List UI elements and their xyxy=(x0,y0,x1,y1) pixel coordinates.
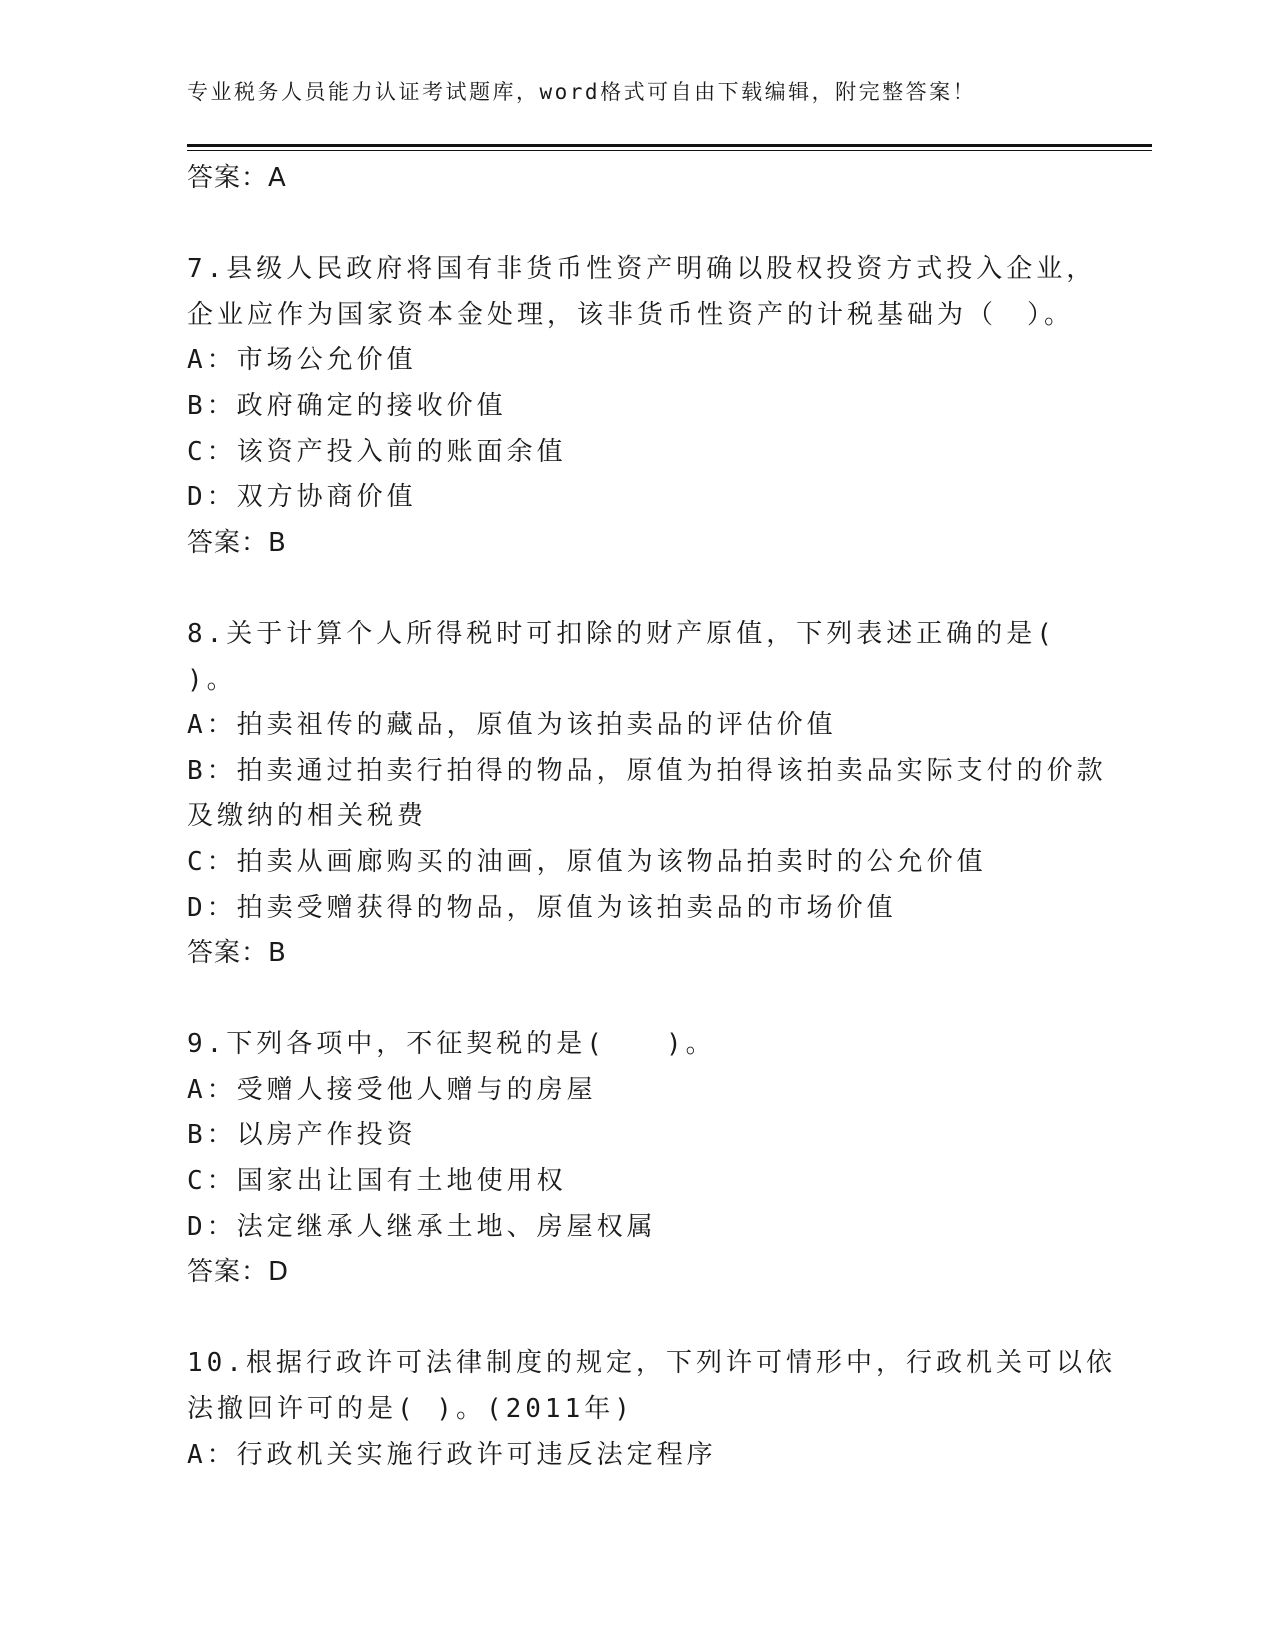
question-stem: )。 xyxy=(187,664,237,695)
question-stem: 8.关于计算个人所得税时可扣除的财产原值，下列表述正确的是( xyxy=(187,618,1056,649)
question-stem: 10.根据行政许可法律制度的规定，下列许可情形中，行政机关可以依 xyxy=(187,1348,1116,1379)
option-b: B：以房产作投资 xyxy=(187,1120,417,1151)
option-a: A：行政机关实施行政许可违反法定程序 xyxy=(187,1439,717,1470)
question-stem: 企业应作为国家资本金处理，该非货币性资产的计税基础为（ ）。 xyxy=(187,299,1075,330)
option-b: B：拍卖通过拍卖行拍得的物品，原值为拍得该拍卖品实际支付的价款 xyxy=(187,755,1107,786)
question-stem: 7.县级人民政府将国有非货币性资产明确以股权投资方式投入企业， xyxy=(187,254,1097,285)
question-content xyxy=(187,156,1116,1478)
spacer xyxy=(187,566,1087,612)
question-stem: 9.下列各项中，不征契税的是( )。 xyxy=(187,1029,716,1060)
answer-q7: 答案：B xyxy=(187,527,287,558)
spacer xyxy=(187,202,1087,248)
option-a: A：市场公允价值 xyxy=(187,345,417,376)
question-10 xyxy=(187,1341,1116,1478)
option-c: C：国家出让国有土地使用权 xyxy=(187,1166,567,1197)
option-b-continued: 及缴纳的相关税费 xyxy=(187,801,428,832)
option-a: A：拍卖祖传的藏品，原值为该拍卖品的评估价值 xyxy=(187,710,837,741)
question-9 xyxy=(187,1022,1087,1296)
spacer xyxy=(187,1296,1087,1342)
spacer xyxy=(187,977,1087,1023)
option-d: D：拍卖受赠获得的物品，原值为该拍卖品的市场价值 xyxy=(187,892,897,923)
question-stem: 法撤回许可的是( )。(2011年) xyxy=(187,1394,634,1425)
option-d: D：双方协商价值 xyxy=(187,482,417,513)
option-d: D：法定继承人继承土地、房屋权属 xyxy=(187,1211,657,1242)
question-7 xyxy=(187,247,1097,566)
header-divider-thin xyxy=(187,150,1152,151)
option-c: C：拍卖从画廊购买的油画，原值为该物品拍卖时的公允价值 xyxy=(187,846,987,877)
option-c: C：该资产投入前的账面余值 xyxy=(187,436,567,467)
question-8 xyxy=(187,612,1107,977)
page-header: 专业税务人员能力认证考试题库，word格式可自由下载编辑，附完整答案！ xyxy=(187,80,977,104)
answer-q9: 答案：D xyxy=(187,1257,290,1288)
answer-q8: 答案：B xyxy=(187,938,287,969)
answer-q6: 答案：A xyxy=(187,163,287,193)
header-divider-thick xyxy=(187,144,1152,147)
option-a: A：受赠人接受他人赠与的房屋 xyxy=(187,1074,597,1105)
option-b: B：政府确定的接收价值 xyxy=(187,390,507,421)
